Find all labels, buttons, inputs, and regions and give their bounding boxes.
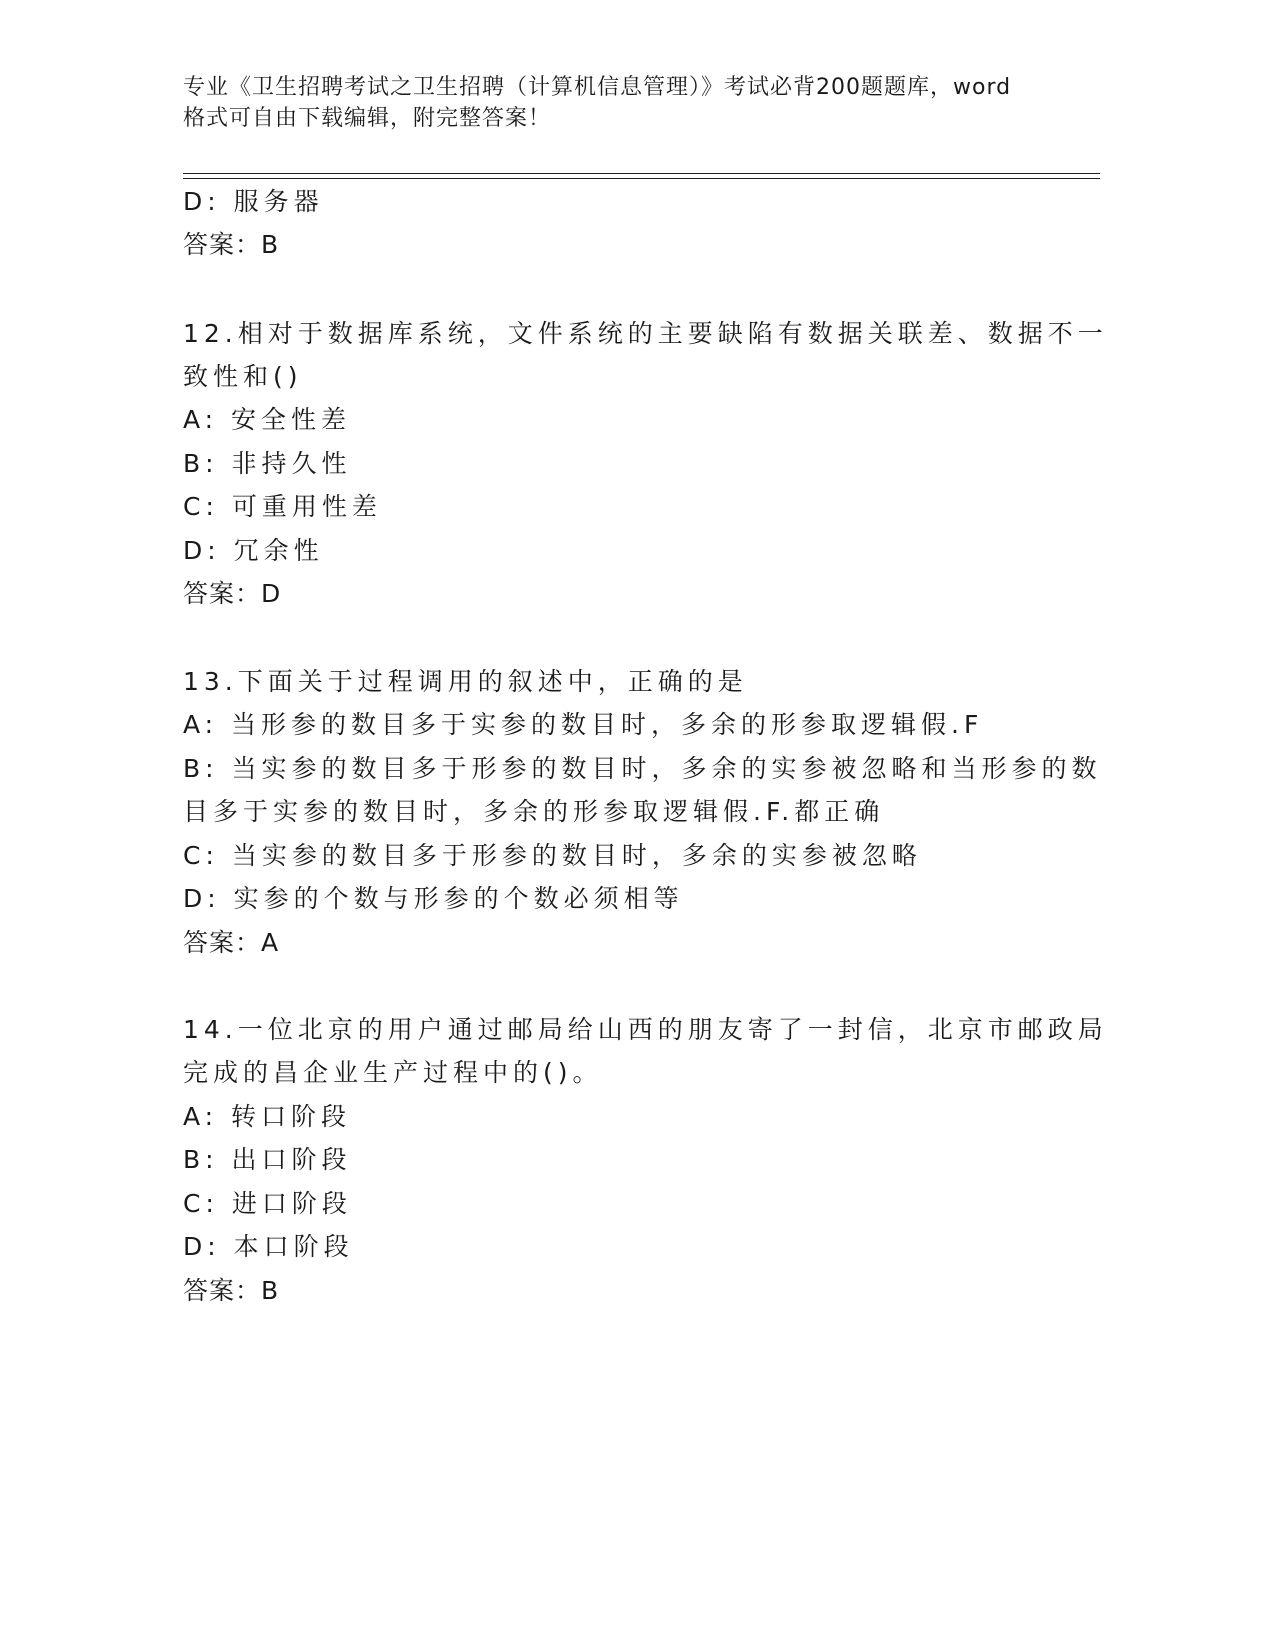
- header-divider-second: [183, 178, 1100, 179]
- question-12-option-b: B: 非持久性: [183, 449, 352, 478]
- question-13-option-c: C: 当实参的数目多于形参的数目时，多余的实参被忽略: [183, 841, 922, 870]
- question-12-option-d: D: 冗余性: [183, 536, 324, 565]
- question-12-stem-line-2: 致性和(): [183, 362, 303, 391]
- question-14-stem-line-1: 14.一位北京的用户通过邮局给山西的朋友寄了一封信，北京市邮政局: [183, 1015, 1108, 1044]
- question-13-option-d: D: 实参的个数与形参的个数必须相等: [183, 884, 684, 913]
- option-d: D: 服务器: [183, 187, 324, 216]
- header-line-2: 格式可自由下载编辑，附完整答案！: [183, 106, 552, 131]
- header-divider: [183, 173, 1100, 174]
- question-13-stem-line-1: 13.下面关于过程调用的叙述中，正确的是: [183, 667, 748, 696]
- question-12-stem-line-1: 12.相对于数据库系统，文件系统的主要缺陷有数据关联差、数据不一: [183, 319, 1108, 348]
- question-14-option-b: B: 出口阶段: [183, 1145, 352, 1174]
- question-12-option-c: C: 可重用性差: [183, 492, 382, 521]
- question-14-answer: 答案：B: [183, 1276, 280, 1305]
- question-12-answer: 答案：D: [183, 579, 282, 608]
- question-14-option-c: C: 进口阶段: [183, 1189, 352, 1218]
- question-12-option-a: A: 安全性差: [183, 405, 352, 434]
- answer: 答案：B: [183, 230, 280, 259]
- question-14-stem-line-2: 完成的昌企业生产过程中的()。: [183, 1058, 603, 1087]
- question-13-option-b: B: 当实参的数目多于形参的数目时，多余的实参被忽略和当形参的数: [183, 754, 1102, 783]
- document-header: [183, 72, 1083, 134]
- question-13-option-a: A: 当形参的数目多于实参的数目时，多余的形参取逻辑假.F: [183, 710, 984, 739]
- question-13-option-b-continued: 目多于实参的数目时，多余的形参取逻辑假.F.都正确: [183, 797, 885, 826]
- question-13-answer: 答案：A: [183, 928, 280, 957]
- question-14-option-a: A: 转口阶段: [183, 1102, 352, 1131]
- header-line-1: 专业《卫生招聘考试之卫生招聘（计算机信息管理）》考试必背200题题库，word: [183, 75, 1012, 100]
- question-14-option-d: D: 本口阶段: [183, 1232, 354, 1261]
